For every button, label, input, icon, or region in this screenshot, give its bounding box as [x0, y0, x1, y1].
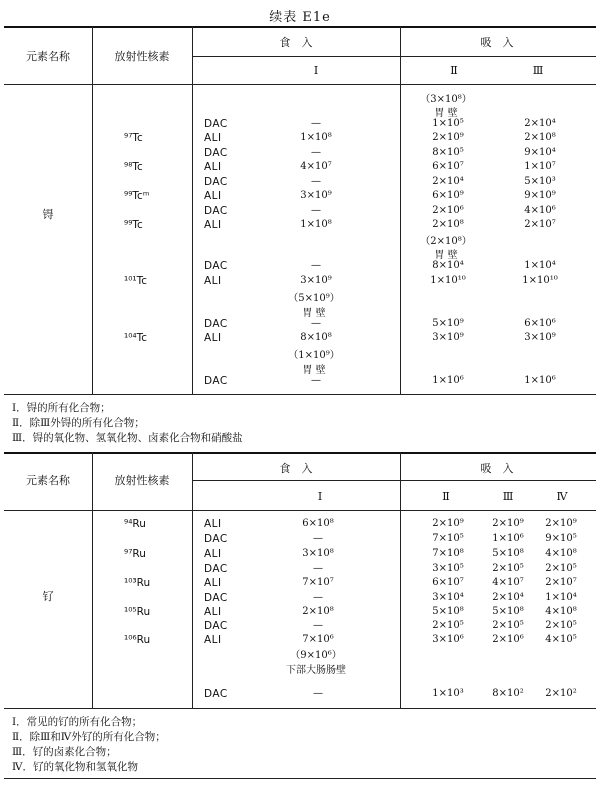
- mode-label: DAC: [204, 318, 228, 330]
- inhalation-II-value: 3×10⁹: [432, 332, 464, 343]
- table1-bottom-rule: [4, 394, 596, 395]
- inhalation-III-value: 2×10⁸: [524, 132, 556, 143]
- inhalation-III-value: 2×10⁵: [492, 563, 524, 574]
- inhalation-III-value: 9×10⁹: [524, 190, 556, 201]
- ingestion-value: —: [311, 176, 321, 187]
- t2-footnote: Ⅳ．钌的氧化物和氢氧化物: [12, 761, 138, 773]
- inhalation-II-value: 1×10⁵: [432, 118, 464, 129]
- inhalation-IV-value: 2×10⁵: [545, 563, 577, 574]
- t1-top-note-label: 胃 壁: [434, 108, 458, 119]
- inhalation-III-value: 5×10⁸: [492, 548, 524, 559]
- inhalation-IV-value: 1×10⁴: [545, 592, 577, 603]
- t1-header-inhalation: 吸 入: [480, 36, 514, 49]
- inhalation-IV-value: 4×10⁸: [545, 606, 577, 617]
- mode-label: ALI: [204, 634, 222, 646]
- nuclide-label: ⁹⁷Tc: [124, 132, 143, 144]
- ingestion-value: 1×10⁸: [300, 219, 332, 230]
- ingestion-value: —: [313, 533, 323, 544]
- ingestion-value: —: [313, 592, 323, 603]
- inhalation-II-value: 5×10⁹: [432, 318, 464, 329]
- ingestion-value: 3×10⁸: [302, 548, 334, 559]
- t2-class-II: Ⅱ: [442, 490, 450, 503]
- t1-note-value: （1×10⁹）: [288, 350, 340, 361]
- inhalation-III-value: 1×10⁶: [492, 533, 524, 544]
- nuclide-label: ⁹⁸Tc: [124, 161, 143, 173]
- nuclide-label: ⁹⁷Ru: [124, 548, 146, 560]
- inhalation-III-value: 2×10⁶: [492, 634, 524, 645]
- nuclide-label: ¹⁰⁶Ru: [124, 634, 151, 646]
- mode-label: ALI: [204, 606, 222, 618]
- t2-header-element: 元素名称: [26, 474, 70, 487]
- t1-header-nuclide: 放射性核素: [114, 50, 170, 63]
- mode-label: DAC: [204, 260, 228, 272]
- t1-note-label: 胃 壁: [302, 308, 326, 319]
- mode-label: DAC: [204, 620, 228, 632]
- mode-label: ALI: [204, 577, 222, 589]
- nuclide-label: ¹⁰⁵Ru: [124, 606, 151, 618]
- mode-label: ALI: [204, 332, 222, 344]
- ingestion-value: 3×10⁹: [300, 275, 332, 286]
- t1-class-III: Ⅲ: [532, 64, 544, 77]
- t1-header-element: 元素名称: [26, 50, 70, 63]
- inhalation-IV-value: 4×10⁵: [545, 634, 577, 645]
- inhalation-IV-value: 9×10⁵: [545, 533, 577, 544]
- inhalation-II-value: 6×10⁷: [432, 577, 464, 588]
- inhalation-III-value: 2×10⁴: [524, 118, 556, 129]
- t1-note-label: 胃 壁: [434, 250, 458, 261]
- ingestion-value: 7×10⁷: [302, 577, 334, 588]
- inhalation-III-value: 5×10³: [524, 176, 556, 187]
- t1-class-I: Ⅰ: [313, 64, 319, 77]
- inhalation-IV-value: 2×10⁹: [545, 518, 577, 529]
- inhalation-II-value: 2×10⁹: [432, 132, 464, 143]
- inhalation-II-value: 1×10³: [432, 688, 464, 699]
- inhalation-II-value: 2×10⁸: [432, 219, 464, 230]
- inhalation-II-value: 8×10⁴: [432, 260, 464, 271]
- ingestion-value: 2×10⁸: [302, 606, 334, 617]
- ingestion-value: 7×10⁶: [302, 634, 334, 645]
- t2-header-nuclide: 放射性核素: [114, 474, 170, 487]
- inhalation-III-value: 2×10⁹: [492, 518, 524, 529]
- inhalation-II-value: 3×10⁴: [432, 592, 464, 603]
- table2-header-split-rule: [192, 480, 596, 481]
- inhalation-III-value: 4×10⁷: [492, 577, 524, 588]
- t1-class-II: Ⅱ: [450, 64, 458, 77]
- t2-header-inhalation: 吸 入: [480, 462, 514, 475]
- nuclide-label: ¹⁰⁴Tc: [124, 332, 148, 344]
- t2-header-ingestion: 食 入: [279, 462, 313, 475]
- inhalation-II-value: 2×10⁶: [432, 205, 464, 216]
- t2-footnote: Ⅰ．常见的钌的所有化合物；: [12, 716, 143, 728]
- t2-footnote: Ⅱ．除Ⅲ和Ⅳ外钌的所有化合物；: [12, 731, 166, 743]
- inhalation-II-value: 1×10¹⁰: [430, 275, 466, 286]
- ingestion-value: 6×10⁸: [302, 518, 334, 529]
- nuclide-label: ⁹⁹Tcᵐ: [124, 190, 150, 202]
- inhalation-IV-value: 4×10⁸: [545, 548, 577, 559]
- mode-label: ALI: [204, 548, 222, 560]
- mode-label: ALI: [204, 275, 222, 287]
- mode-label: DAC: [204, 563, 228, 575]
- inhalation-III-value: 2×10⁵: [492, 620, 524, 631]
- mode-label: ALI: [204, 219, 222, 231]
- mode-label: DAC: [204, 375, 228, 387]
- inhalation-III-value: 9×10⁴: [524, 147, 556, 158]
- inhalation-II-value: 7×10⁵: [432, 533, 464, 544]
- table2-col-divider: [400, 452, 401, 708]
- mode-label: DAC: [204, 205, 228, 217]
- t1-header-ingestion: 食 入: [279, 36, 313, 49]
- table2-col-divider: [92, 452, 93, 708]
- mode-label: DAC: [204, 147, 228, 159]
- t1-footnote: Ⅱ．除Ⅲ外锝的所有化合物；: [12, 417, 145, 429]
- inhalation-II-value: 3×10⁶: [432, 634, 464, 645]
- inhalation-III-value: 1×10⁶: [524, 375, 556, 386]
- inhalation-II-value: 7×10⁸: [432, 548, 464, 559]
- inhalation-III-value: 8×10²: [492, 688, 524, 699]
- ingestion-value: 8×10⁸: [300, 332, 332, 343]
- ingestion-value: 1×10⁸: [300, 132, 332, 143]
- t2-footnote: Ⅲ．钌的卤素化合物；: [12, 746, 117, 758]
- nuclide-label: ¹⁰³Ru: [124, 577, 151, 589]
- table1-col-divider: [192, 26, 193, 394]
- table1-col-divider: [400, 26, 401, 394]
- inhalation-III-value: 6×10⁶: [524, 318, 556, 329]
- t1-element-name: 锝: [42, 208, 54, 221]
- ingestion-value: 4×10⁷: [300, 161, 332, 172]
- page-bottom-rule: [4, 778, 596, 779]
- mode-label: DAC: [204, 592, 228, 604]
- inhalation-III-value: 2×10⁷: [524, 219, 556, 230]
- inhalation-II-value: 2×10⁹: [432, 518, 464, 529]
- t1-footnote: Ⅲ．锝的氧化物、氢氧化物、卤素化合物和硝酸盐: [12, 432, 243, 444]
- ingestion-value: 3×10⁹: [300, 190, 332, 201]
- inhalation-II-value: 6×10⁷: [432, 161, 464, 172]
- ingestion-value: —: [311, 318, 321, 329]
- nuclide-label: ¹⁰¹Tc: [124, 275, 148, 287]
- inhalation-II-value: 6×10⁹: [432, 190, 464, 201]
- table2-bottom-rule: [4, 708, 596, 709]
- t2-class-I: Ⅰ: [317, 490, 323, 503]
- t2-class-III: Ⅲ: [502, 490, 514, 503]
- t1-note-value: （2×10⁸）: [420, 236, 472, 247]
- table1-header-split-rule: [192, 56, 596, 57]
- t2-note-label: 下部大肠肠壁: [286, 665, 346, 676]
- inhalation-III-value: 2×10⁴: [492, 592, 524, 603]
- inhalation-III-value: 1×10⁷: [524, 161, 556, 172]
- ingestion-value: —: [311, 375, 321, 386]
- inhalation-III-value: 1×10¹⁰: [522, 275, 558, 286]
- ingestion-value: —: [311, 147, 321, 158]
- t2-class-IV: Ⅳ: [556, 490, 568, 503]
- t2-note-value: （9×10⁶）: [290, 650, 342, 661]
- mode-label: DAC: [204, 688, 228, 700]
- ingestion-value: —: [311, 260, 321, 271]
- inhalation-II-value: 1×10⁶: [432, 375, 464, 386]
- ingestion-value: —: [311, 118, 321, 129]
- nuclide-label: ⁹⁹Tc: [124, 219, 143, 231]
- nuclide-label: ⁹⁴Ru: [124, 518, 146, 530]
- table-title: 续表 E1e: [269, 10, 331, 25]
- mode-label: ALI: [204, 161, 222, 173]
- mode-label: ALI: [204, 518, 222, 530]
- mode-label: DAC: [204, 176, 228, 188]
- t1-footnote: Ⅰ．锝的所有化合物；: [12, 402, 111, 414]
- table2-col-divider: [192, 452, 193, 708]
- inhalation-III-value: 3×10⁹: [524, 332, 556, 343]
- ingestion-value: —: [313, 620, 323, 631]
- mode-label: DAC: [204, 118, 228, 130]
- ingestion-value: —: [313, 688, 323, 699]
- mode-label: DAC: [204, 533, 228, 545]
- inhalation-IV-value: 2×10⁷: [545, 577, 577, 588]
- mode-label: ALI: [204, 132, 222, 144]
- t2-element-name: 钌: [42, 590, 54, 603]
- inhalation-IV-value: 2×10⁵: [545, 620, 577, 631]
- inhalation-II-value: 2×10⁵: [432, 620, 464, 631]
- inhalation-III-value: 5×10⁸: [492, 606, 524, 617]
- t1-note-value: （5×10⁹）: [288, 293, 340, 304]
- inhalation-IV-value: 2×10²: [545, 688, 577, 699]
- inhalation-II-value: 2×10⁴: [432, 176, 464, 187]
- inhalation-III-value: 1×10⁴: [524, 260, 556, 271]
- ingestion-value: —: [311, 205, 321, 216]
- inhalation-II-value: 5×10⁸: [432, 606, 464, 617]
- inhalation-II-value: 8×10⁵: [432, 147, 464, 158]
- inhalation-III-value: 4×10⁶: [524, 205, 556, 216]
- table1-col-divider: [92, 26, 93, 394]
- t1-note-label: 胃 壁: [302, 365, 326, 376]
- inhalation-II-value: 3×10⁵: [432, 563, 464, 574]
- t1-top-note-value: （3×10⁸）: [420, 94, 472, 105]
- ingestion-value: —: [313, 563, 323, 574]
- mode-label: ALI: [204, 190, 222, 202]
